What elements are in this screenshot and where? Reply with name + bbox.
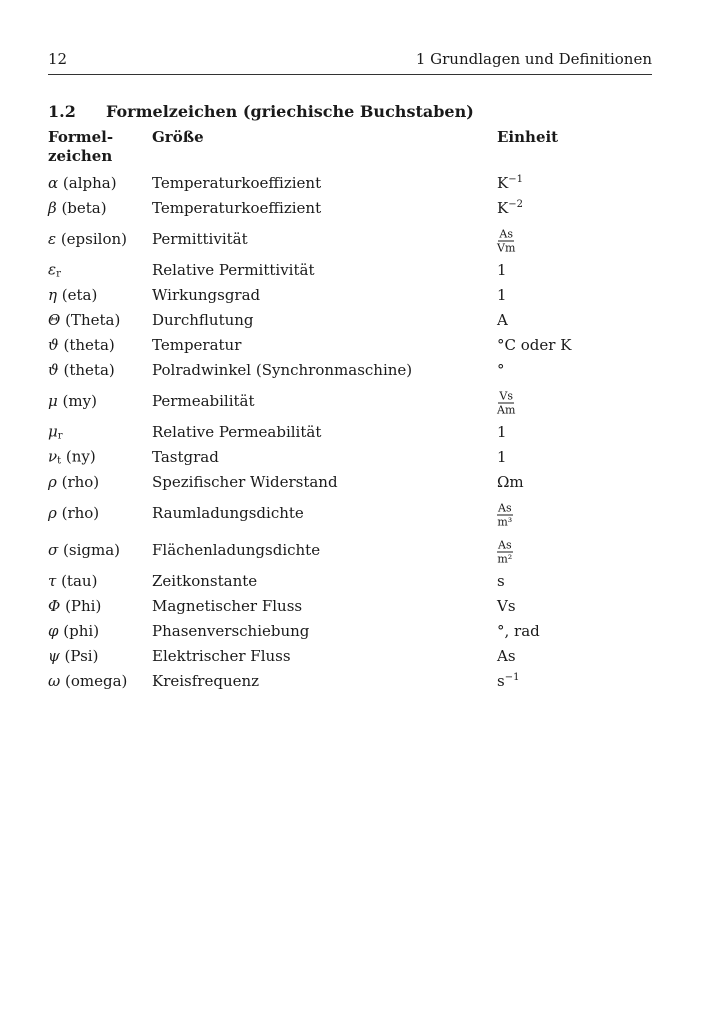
unit-fraction <box>497 227 515 254</box>
unit-text: K <box>497 173 509 192</box>
unit-text: °C oder K <box>497 335 572 354</box>
greek-symbol: α <box>48 173 59 192</box>
symbol-cell <box>48 447 96 466</box>
quantity-cell: Polradwinkel (Synchronmaschine) <box>152 360 413 379</box>
unit-text: 1 <box>497 422 507 441</box>
quantity-cell: Tastgrad <box>152 447 219 466</box>
section-number: 1.2 <box>48 102 76 121</box>
fraction-numerator: Vs <box>499 389 513 402</box>
greek-symbol: ε <box>48 260 57 278</box>
symbol-subscript: r <box>56 268 61 279</box>
unit-cell <box>497 385 515 416</box>
greek-symbol: ω <box>48 671 61 690</box>
symbol-cell <box>48 199 107 217</box>
symbol-name: (sigma) <box>58 540 120 559</box>
quantity-cell: Spezifischer Widerstand <box>152 472 338 491</box>
greek-symbol: σ <box>48 540 59 559</box>
table-row <box>48 195 652 220</box>
symbol-cell <box>48 336 115 354</box>
quantity-cell: Kreisfrequenz <box>152 671 260 690</box>
unit-text: K <box>497 198 509 217</box>
chapter-title: 1 Grundlagen und Definitionen <box>415 50 652 68</box>
table-row <box>48 382 652 419</box>
unit-text: 1 <box>497 260 507 279</box>
unit-text: ° <box>497 360 505 379</box>
unit-text: 1 <box>497 285 507 304</box>
column-header-symbol: Formel- zeichen <box>48 128 114 165</box>
quantity-cell: Phasenverschiebung <box>152 621 310 640</box>
symbol-cell <box>48 230 127 248</box>
unit-text: A <box>497 310 508 329</box>
quantity-cell: Raumladungsdichte <box>152 503 304 522</box>
greek-symbol: τ <box>48 571 57 590</box>
fraction-numerator: As <box>499 227 513 240</box>
symbol-subscript: t <box>57 455 62 466</box>
greek-symbol: ρ <box>48 472 57 491</box>
page-header <box>48 50 652 75</box>
quantity-cell: Magnetischer Fluss <box>152 596 303 615</box>
table-row <box>48 307 652 332</box>
fraction-denominator: m³ <box>497 515 513 528</box>
symbol-name: (rho) <box>56 472 100 491</box>
quantity-cell: Relative Permeabilität <box>152 422 322 441</box>
unit-cell <box>497 199 523 217</box>
quantity-cell: Permeabilität <box>152 391 255 410</box>
symbol-name: (phi) <box>58 621 100 640</box>
symbol-name: (my) <box>57 391 97 410</box>
greek-symbol: ψ <box>48 646 60 665</box>
unit-exponent: −2 <box>508 198 523 210</box>
unit-cell <box>497 497 513 528</box>
section-heading <box>48 102 474 121</box>
symbol-cell <box>48 260 61 279</box>
table-row <box>48 643 652 668</box>
table-row <box>48 469 652 494</box>
unit-cell <box>497 286 507 304</box>
column-header-quantity: Größe <box>152 128 204 146</box>
symbol-name: (eta) <box>57 285 98 304</box>
unit-fraction <box>497 389 515 416</box>
table-row <box>48 257 652 282</box>
table-row <box>48 618 652 643</box>
symbol-name: (Psi) <box>59 646 99 665</box>
unit-exponent: −1 <box>504 671 520 683</box>
column-header-unit: Einheit <box>497 128 559 146</box>
table-row <box>48 668 652 693</box>
unit-cell <box>497 448 507 466</box>
table-row <box>48 332 652 357</box>
greek-symbol: β <box>48 198 57 217</box>
symbol-name: (rho) <box>56 503 100 522</box>
unit-cell <box>497 534 513 565</box>
unit-text: Vs <box>497 596 516 615</box>
unit-cell <box>497 223 515 254</box>
symbol-cell <box>48 422 63 441</box>
symbol-cell <box>48 361 115 379</box>
symbol-name: (Theta) <box>60 310 121 329</box>
unit-cell <box>497 174 523 192</box>
greek-symbol: Θ <box>48 310 61 329</box>
symbol-name: (beta) <box>56 198 107 217</box>
greek-symbol: ρ <box>48 503 57 522</box>
quantity-cell: Elektrischer Fluss <box>152 646 291 665</box>
symbol-name: (ny) <box>61 447 96 465</box>
fraction-denominator: m² <box>497 552 513 565</box>
unit-cell <box>497 473 524 491</box>
section-title: Formelzeichen (griechische Buchstaben) <box>106 102 474 121</box>
table-row <box>48 282 652 307</box>
unit-text: s <box>497 671 505 690</box>
symbol-name: (epsilon) <box>56 229 127 248</box>
symbol-name: (alpha) <box>58 173 117 192</box>
quantity-cell: Relative Permittivität <box>152 260 315 279</box>
table-row <box>48 444 652 469</box>
fraction-numerator: As <box>498 538 512 551</box>
symbol-subscript: r <box>57 430 63 441</box>
symbol-name: (theta) <box>58 335 115 354</box>
quantity-cell: Temperaturkoeffizient <box>152 198 322 217</box>
quantity-cell: Permittivität <box>152 229 248 248</box>
unit-text: s <box>497 571 505 590</box>
quantity-cell: Durchflutung <box>152 310 254 329</box>
quantity-cell: Zeitkonstante <box>152 571 258 590</box>
unit-text: °, rad <box>497 621 540 640</box>
greek-symbol: μ <box>48 422 58 440</box>
table-row <box>48 531 652 568</box>
symbol-cell <box>48 174 117 192</box>
quantity-cell: Flächenladungsdichte <box>152 540 321 559</box>
unit-cell <box>497 261 507 279</box>
unit-cell <box>497 647 516 665</box>
symbol-cell <box>48 622 99 640</box>
unit-cell <box>497 572 505 590</box>
greek-symbol: μ <box>48 391 58 410</box>
symbol-table <box>48 170 652 693</box>
quantity-cell: Temperaturkoeffizient <box>152 173 322 192</box>
greek-symbol: ϑ <box>48 360 59 379</box>
unit-cell <box>497 311 508 329</box>
fraction-denominator: Vm <box>497 241 516 254</box>
symbol-cell <box>48 672 127 690</box>
unit-cell <box>497 672 519 690</box>
symbol-cell <box>48 473 99 491</box>
unit-cell <box>497 423 507 441</box>
unit-text: Ωm <box>497 472 524 491</box>
symbol-cell <box>48 392 97 410</box>
greek-symbol: ϑ <box>48 335 59 354</box>
unit-cell <box>497 336 571 354</box>
quantity-cell: Wirkungsgrad <box>152 285 261 304</box>
greek-symbol: φ <box>48 621 59 640</box>
table-row <box>48 568 652 593</box>
unit-fraction <box>497 538 513 565</box>
table-row <box>48 220 652 257</box>
symbol-cell <box>48 647 98 665</box>
table-row <box>48 593 652 618</box>
table-row <box>48 494 652 531</box>
greek-symbol: ν <box>48 447 58 465</box>
fraction-denominator: Am <box>497 403 516 416</box>
symbol-name: (Phi) <box>60 596 102 615</box>
symbol-name: (tau) <box>56 571 98 590</box>
unit-exponent: −1 <box>508 173 523 185</box>
unit-text: 1 <box>497 447 507 466</box>
symbol-cell <box>48 597 101 615</box>
table-row <box>48 357 652 382</box>
symbol-cell <box>48 541 120 559</box>
table-row <box>48 419 652 444</box>
unit-fraction <box>497 501 513 528</box>
greek-symbol: Φ <box>48 596 61 615</box>
symbol-name: (omega) <box>60 671 128 690</box>
symbol-cell <box>48 504 99 522</box>
unit-cell <box>497 622 540 640</box>
unit-cell <box>497 361 505 379</box>
symbol-cell <box>48 572 97 590</box>
greek-symbol: η <box>48 285 57 304</box>
symbol-cell <box>48 286 97 304</box>
symbol-name: (theta) <box>58 360 115 379</box>
table-row <box>48 170 652 195</box>
unit-cell <box>497 597 516 615</box>
fraction-numerator: As <box>498 501 512 514</box>
quantity-cell: Temperatur <box>152 335 242 354</box>
symbol-cell <box>48 311 120 329</box>
greek-symbol: ε <box>48 229 57 248</box>
unit-text: As <box>497 646 516 665</box>
page-number: 12 <box>48 50 68 68</box>
